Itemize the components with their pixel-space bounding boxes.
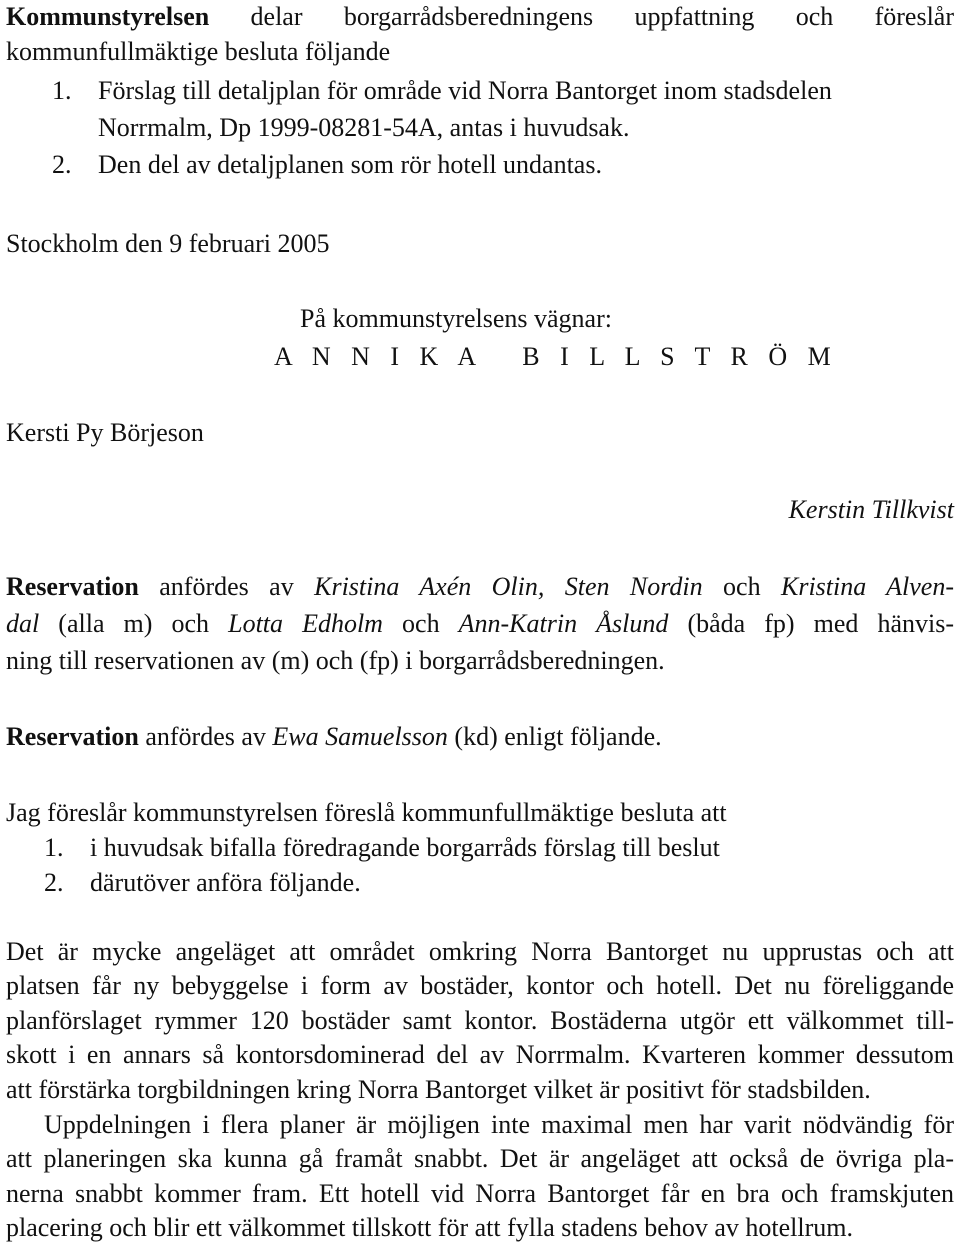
reservation-1-line-3: ning till reservationen av (m) och (fp) i borgarrådsberedningen. [6, 646, 665, 675]
proposal-item-2: 2. därutöver anföra följande. [44, 868, 361, 897]
proposal-intro: Jag föreslår kommunstyrelsen föreslå kommunfullmäktige besluta att [6, 798, 727, 827]
decision-line-1-text: delar borgarrådsberedningens uppfattning och föreslår [250, 2, 955, 31]
reservation-2: Reservation anfördes av Ewa Samuelsson (kd) enligt följande. [6, 722, 662, 751]
behalf-line: På kommunstyrelsens vägnar: [300, 304, 612, 333]
body-p2-line-2: att planeringen ska kunna gå framåt snabbt. Det är angeläget att också de övriga pla- [6, 1144, 954, 1173]
decision-line-1 [6, 0, 954, 34]
body-p1-line-2: platsen får ny bebyggelse i form av bostäder, kontor och hotell. Det nu föreliggande [6, 971, 954, 1000]
decision-item-1a: 1. Förslag till detaljplan för område vid Norra Bantorget inom stadsdelen [52, 76, 832, 105]
body-p2-line-4: placering och blir ett välkommet tillskott för att fylla stadens behov av hotellrum. [6, 1213, 853, 1242]
reservation-1-line-1: Reservation anfördes av Kristina Axén Olin, Sten Nordin och Kristina Alven- [6, 572, 955, 601]
reservation-1-line-2: dal (alla m) och Lotta Edholm och Ann-Katrin Åslund (båda fp) med hänvis- [6, 609, 955, 638]
chair-name: A N N I K A B I L L S T R Ö M [274, 342, 838, 371]
signatory-left: Kersti Py Börjeson [6, 418, 204, 447]
decision-line-2: kommunfullmäktige besluta följande [6, 37, 391, 66]
decision-item-1b: Norrmalm, Dp 1999-08281-54A, antas i huvudsak. [98, 113, 630, 142]
date-place: Stockholm den 9 februari 2005 [6, 229, 330, 258]
body-p2-line-1: Uppdelningen i flera planer är möjligen inte maximal men har varit nödvändig för [44, 1110, 954, 1139]
body-p1-line-4: skott i en annars så kontorsdominerad del av Norrmalm. Kvarteren kommer dessutom [6, 1040, 954, 1069]
decision-subject: Kommunstyrelsen [6, 2, 210, 31]
decision-item-2: 2. Den del av detaljplanen som rör hotell undantas. [52, 150, 602, 179]
body-p1-line-1: Det är mycke angeläget att området omkring Norra Bantorget nu upprustas och att [6, 937, 954, 966]
proposal-item-1: 1. i huvudsak bifalla föredragande borgarråds förslag till beslut [44, 833, 720, 862]
body-p1-line-3: planförslaget rymmer 120 bostäder samt kontor. Bostäderna utgör ett välkommet till- [6, 1006, 954, 1035]
body-p2-line-3: nerna snabbt kommer fram. Ett hotell vid Norra Bantorget får en bra och framskjuten [6, 1179, 954, 1208]
body-p1-line-5: att förstärka torgbildningen kring Norra Bantorget vilket är positivt för stadsbilden. [6, 1075, 871, 1104]
signatory-right: Kerstin Tillkvist [788, 495, 954, 524]
